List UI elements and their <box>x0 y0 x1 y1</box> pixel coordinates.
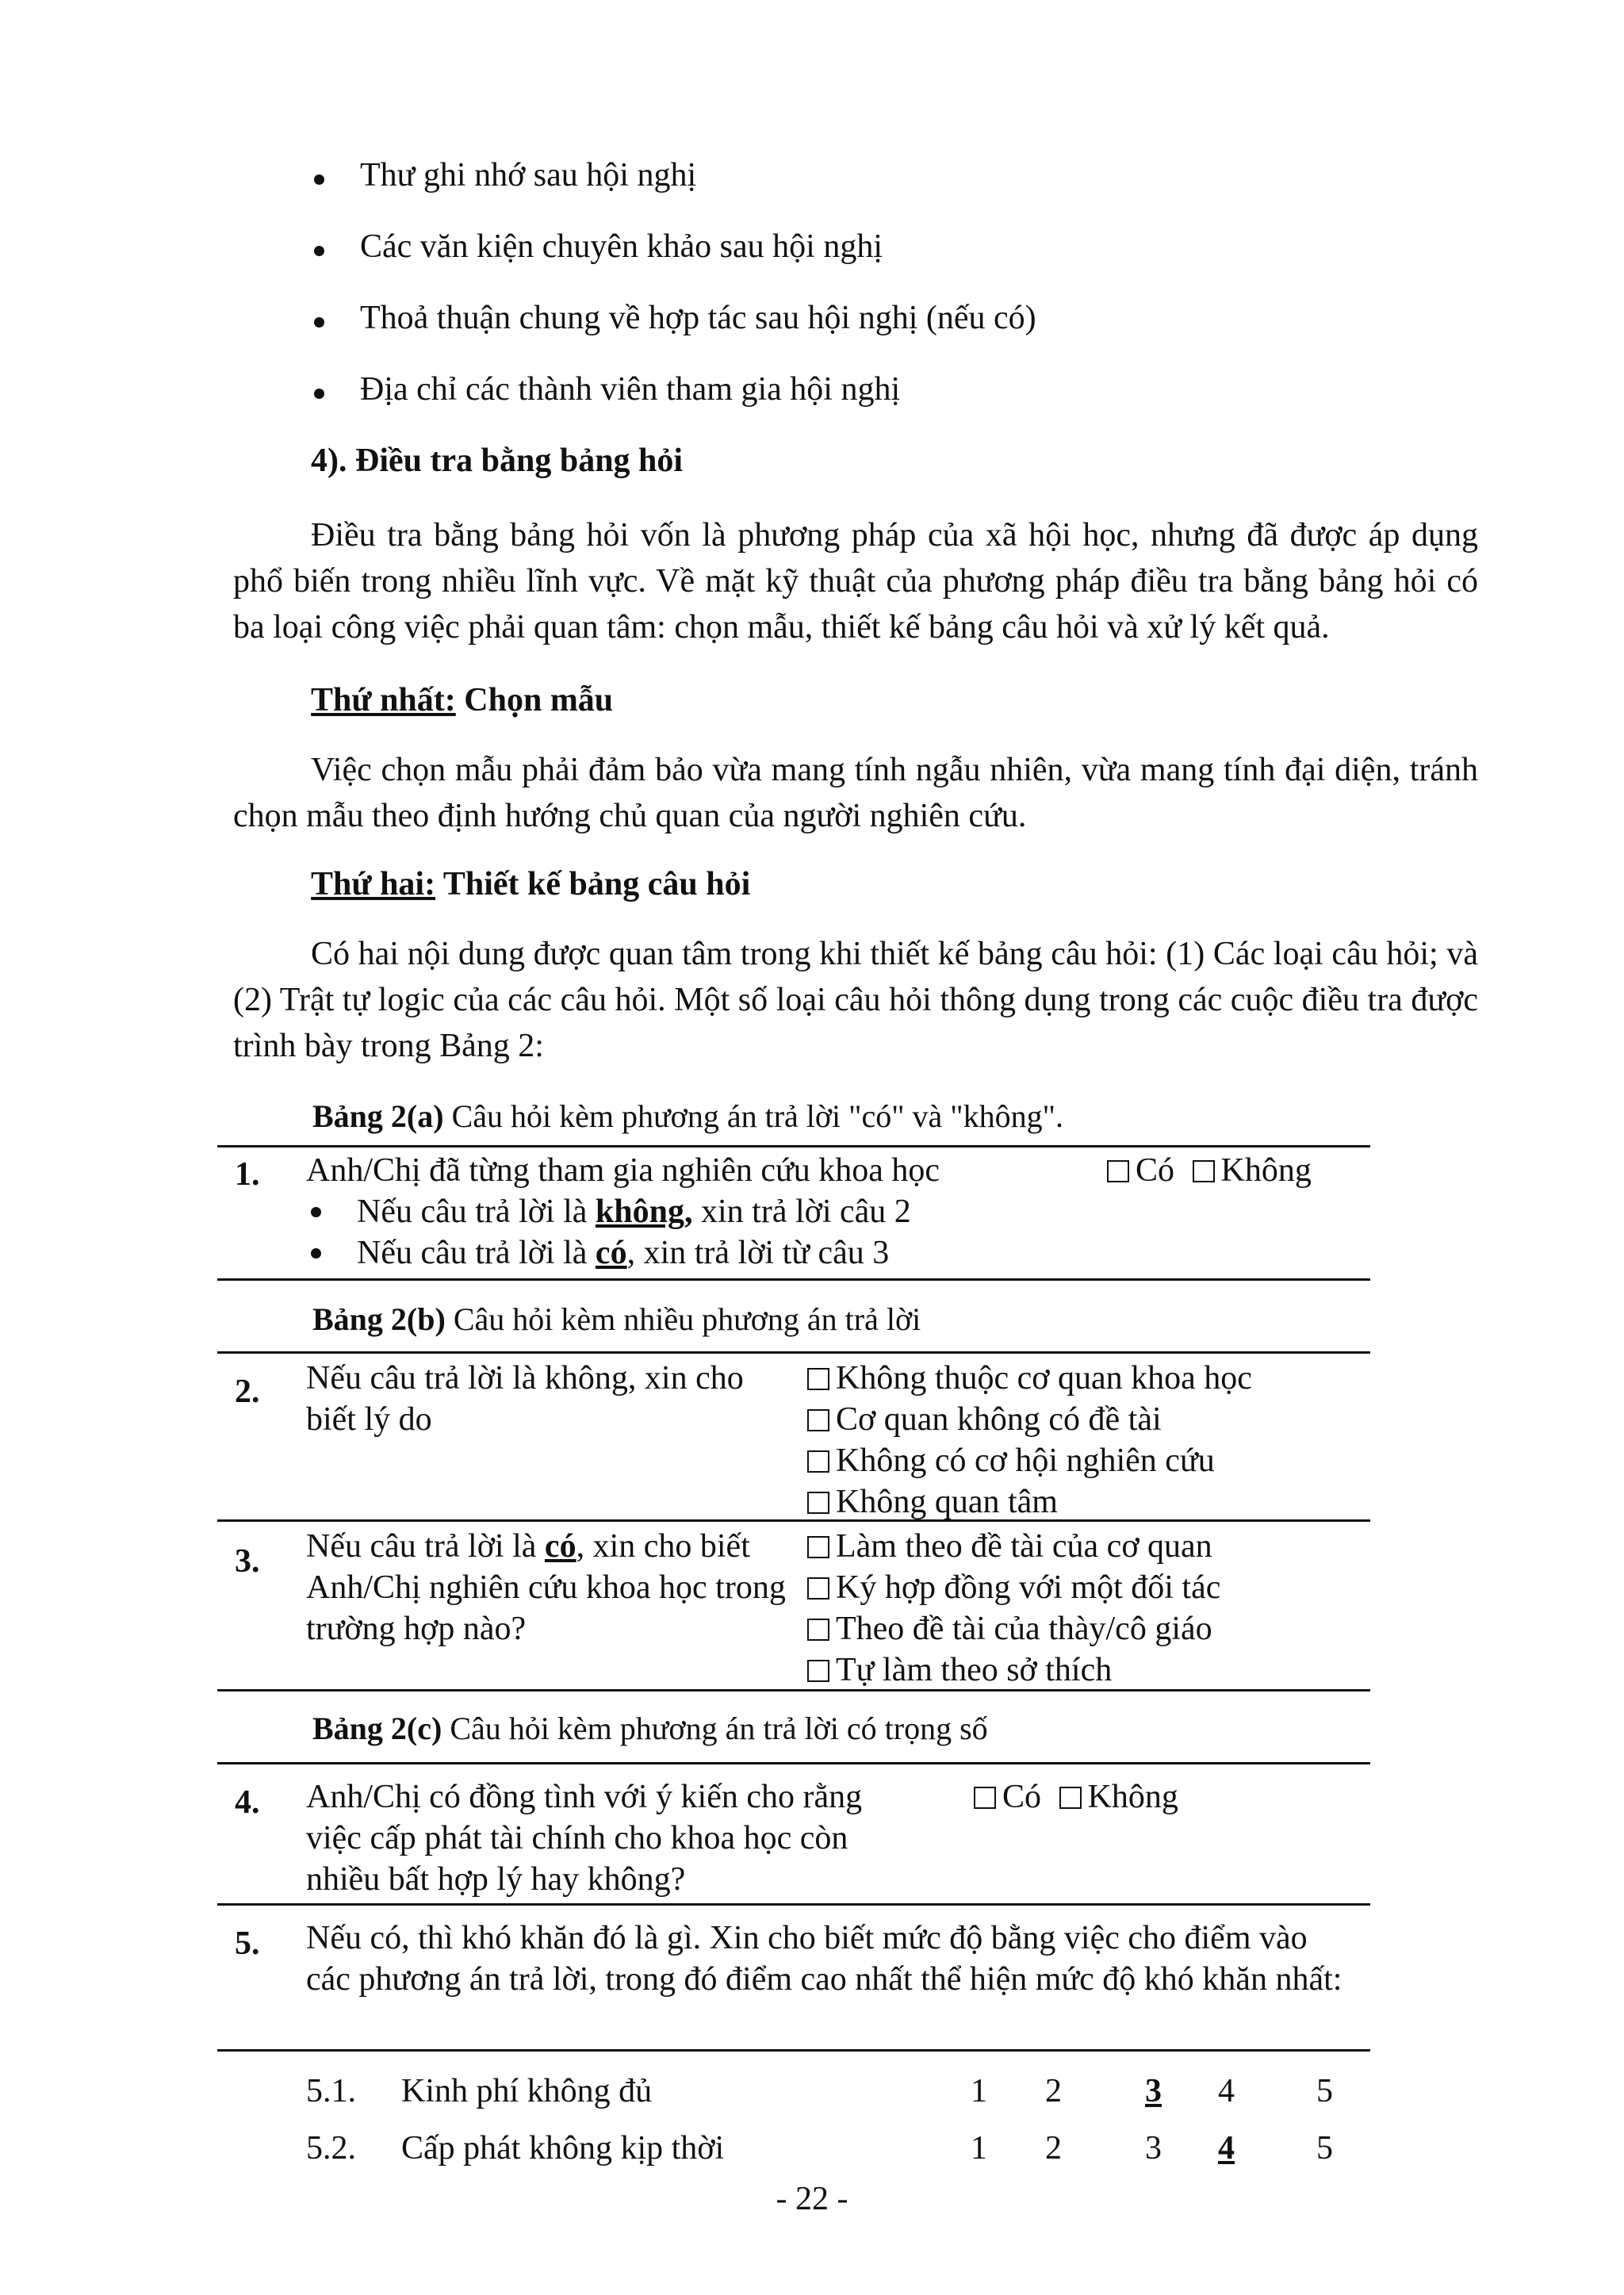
option-item <box>807 1481 1252 1523</box>
condition-prefix: Nếu câu trả lời là <box>357 1193 588 1230</box>
checkbox-no[interactable] <box>1059 1787 1082 1809</box>
scale-option[interactable]: 1 <box>971 2073 987 2109</box>
condition-suffix: , xin trả lời từ câu 3 <box>626 1235 890 1271</box>
paragraph-questionnaire <box>233 931 1478 1069</box>
scale-option[interactable]: 4 <box>1218 2073 1235 2109</box>
checkbox[interactable] <box>807 1492 829 1514</box>
table-rule <box>217 2049 1370 2052</box>
table-rule <box>217 1519 1370 1522</box>
checkbox[interactable] <box>807 1619 829 1641</box>
paragraph-text: Điều tra bằng bảng hỏi vốn là phương pháp của xã hội học, nhưng đã được áp dụng phổ biến trong nhiều lĩnh vực. Về mặt kỹ thuật của phương pháp điều tra bằng bảng hỏi có ba loại công việc phải quan tâm: chọn mẫu, thiết kế bảng câu hỏi và xử lý kết quả. <box>233 517 1478 646</box>
paragraph-sampling <box>233 747 1478 839</box>
question-4 <box>306 1776 917 1900</box>
table-rule <box>217 1351 1370 1354</box>
bullet-text: Thoả thuận chung về hợp tác sau hội nghị (nếu có) <box>360 300 1036 336</box>
bullet-icon <box>314 174 324 185</box>
option-label: Không <box>1220 1152 1312 1189</box>
condition-prefix: Nếu câu trả lời là <box>357 1235 588 1271</box>
question-5 <box>306 1918 1353 2000</box>
checkbox-no[interactable] <box>1193 1160 1215 1182</box>
question-3 <box>306 1526 798 1649</box>
scale-option[interactable]: 2 <box>1045 2130 1062 2167</box>
option-label: Tự làm theo sở thích <box>836 1652 1113 1688</box>
option-label: Không quan tâm <box>836 1484 1058 1520</box>
paragraph-text: Có hai nội dung được quan tâm trong khi thiết kế bảng câu hỏi: (1) Các loại câu hỏi; và (2) Trật tự logic của các câu hỏi. Một số loại câu hỏi thông dụng trong các cuộc điều tra được trình bày trong Bảng 2: <box>233 936 1478 1064</box>
row-number: 5.2. <box>306 2130 356 2167</box>
caption-text: Câu hỏi kèm nhiều phương án trả lời <box>453 1301 921 1337</box>
option-label: Cơ quan không có đề tài <box>836 1401 1162 1438</box>
subheading-questionnaire <box>311 864 750 905</box>
paragraph-intro <box>233 512 1478 650</box>
checkbox[interactable] <box>807 1368 829 1390</box>
answer-options <box>807 1358 1252 1523</box>
option-label: Theo đề tài của thày/cô giáo <box>836 1611 1212 1647</box>
option-item <box>807 1649 1220 1691</box>
list-item <box>306 1191 1059 1232</box>
scale-option[interactable]: 1 <box>971 2130 987 2167</box>
checkbox[interactable] <box>807 1577 829 1600</box>
list-item <box>306 1232 1059 1274</box>
scale-option[interactable]: 3 <box>1145 2130 1162 2167</box>
caption-text: Câu hỏi kèm phương án trả lời "có" và "không". <box>451 1098 1063 1134</box>
bullet-list <box>311 155 1500 441</box>
caption-text: Câu hỏi kèm phương án trả lời có trọng số <box>450 1711 988 1746</box>
checkbox[interactable] <box>807 1660 829 1682</box>
option-label: Có <box>1136 1152 1175 1189</box>
option-item <box>807 1526 1220 1567</box>
table-rule <box>217 1278 1370 1281</box>
bullet-icon <box>314 317 324 328</box>
table-caption-2b <box>312 1301 921 1339</box>
option-item <box>807 1567 1220 1608</box>
checkbox[interactable] <box>807 1450 829 1473</box>
question-number: 1. <box>235 1156 260 1193</box>
question-text: Nếu có, thì khó khăn đó là gì. Xin cho biết mức độ bằng việc cho điểm vào các phương án trả lời, trong đó điểm cao nhất thể hiện mức độ khó khăn nhất: <box>306 1920 1342 1998</box>
question-number: 2. <box>235 1374 260 1410</box>
scale-option[interactable]: 5 <box>1316 2073 1333 2109</box>
caption-label: Bảng 2(c) <box>312 1711 442 1746</box>
checkbox-yes[interactable] <box>1107 1160 1129 1182</box>
table-rule <box>217 1689 1370 1692</box>
row-label: Cấp phát không kịp thời <box>401 2130 725 2167</box>
answer-options <box>1107 1150 1312 1191</box>
paragraph-text: Việc chọn mẫu phải đảm bảo vừa mang tính ngẫu nhiên, vừa mang tính đại diện, tránh chọn mẫu theo định hướng chủ quan của người nghiên cứu. <box>233 752 1478 834</box>
bullet-icon <box>314 389 324 399</box>
question-1 <box>306 1150 1059 1274</box>
option-label: Không thuộc cơ quan khoa học <box>836 1360 1252 1397</box>
bullet-text: Thư ghi nhớ sau hội nghị <box>360 157 697 193</box>
option-item <box>807 1399 1252 1440</box>
scale-option-selected[interactable]: 4 <box>1218 2130 1235 2167</box>
bullet-icon <box>314 246 324 256</box>
option-label: Không có cơ hội nghiên cứu <box>836 1443 1215 1479</box>
question-2 <box>306 1358 782 1440</box>
subheading-sampling <box>311 680 613 721</box>
scale-option-selected[interactable]: 3 <box>1145 2073 1162 2109</box>
checkbox[interactable] <box>807 1536 829 1558</box>
table-rule <box>217 1145 1370 1148</box>
option-label: Làm theo đề tài của cơ quan <box>836 1528 1212 1565</box>
bullet-icon <box>311 1248 321 1259</box>
option-label: Không <box>1087 1779 1178 1815</box>
question-number: 4. <box>235 1784 260 1821</box>
question-suffix: , xin cho biết Anh/Chị nghiên cứu khoa học trong trường hợp nào? <box>306 1528 786 1647</box>
question-text: Anh/Chị có đồng tình với ý kiến cho rằng việc cấp phát tài chính cho khoa học còn nhiều bất hợp lý hay không? <box>306 1779 863 1898</box>
answer-options <box>807 1526 1220 1691</box>
question-number: 3. <box>235 1543 260 1580</box>
scale-option[interactable]: 5 <box>1316 2130 1333 2167</box>
caption-label: Bảng 2(a) <box>312 1098 444 1134</box>
table-caption-2c <box>312 1710 988 1749</box>
condition-key: không, <box>595 1193 693 1230</box>
subheading-title: Thiết kế bảng câu hỏi <box>442 866 751 902</box>
question-number: 5. <box>235 1925 260 1962</box>
list-item <box>311 298 1500 370</box>
bullet-text: Địa chỉ các thành viên tham gia hội nghị <box>360 371 901 408</box>
caption-label: Bảng 2(b) <box>312 1301 446 1337</box>
subheading-label: Thứ hai: <box>311 866 436 902</box>
section-title: 4). Điều tra bằng bảng hỏi <box>311 443 684 479</box>
option-label: Có <box>1002 1779 1042 1815</box>
question-prefix: Nếu câu trả lời là <box>306 1528 537 1565</box>
option-label: Ký hợp đồng với một đối tác <box>836 1569 1221 1606</box>
list-item <box>311 155 1500 227</box>
answer-options <box>974 1776 1178 1818</box>
bullet-text: Các văn kiện chuyên khảo sau hội nghị <box>360 228 883 265</box>
question-text: Anh/Chị đã từng tham gia nghiên cứu khoa học <box>306 1152 940 1189</box>
option-item <box>807 1358 1252 1399</box>
table-caption-2a <box>312 1098 1063 1136</box>
list-item <box>311 227 1500 298</box>
table-rule <box>217 1762 1370 1764</box>
row-label: Kinh phí không đủ <box>401 2073 653 2109</box>
subheading-label: Thứ nhất: <box>311 682 456 718</box>
table-rule <box>217 1903 1370 1906</box>
option-item <box>807 1608 1220 1649</box>
row-number: 5.1. <box>306 2073 356 2109</box>
checkbox[interactable] <box>807 1409 829 1431</box>
condition-key: có <box>595 1235 627 1271</box>
checkbox-yes[interactable] <box>974 1787 996 1809</box>
option-item <box>807 1440 1252 1481</box>
question-key: có <box>544 1528 576 1565</box>
scale-option[interactable]: 2 <box>1045 2073 1062 2109</box>
bullet-icon <box>311 1207 321 1217</box>
question-text: Nếu câu trả lời là không, xin cho biết lý do <box>306 1360 744 1438</box>
condition-suffix: xin trả lời câu 2 <box>701 1193 911 1230</box>
page-number: - 22 - <box>776 2181 848 2217</box>
subheading-title: Chọn mẫu <box>464 682 614 718</box>
list-item <box>311 370 1500 441</box>
